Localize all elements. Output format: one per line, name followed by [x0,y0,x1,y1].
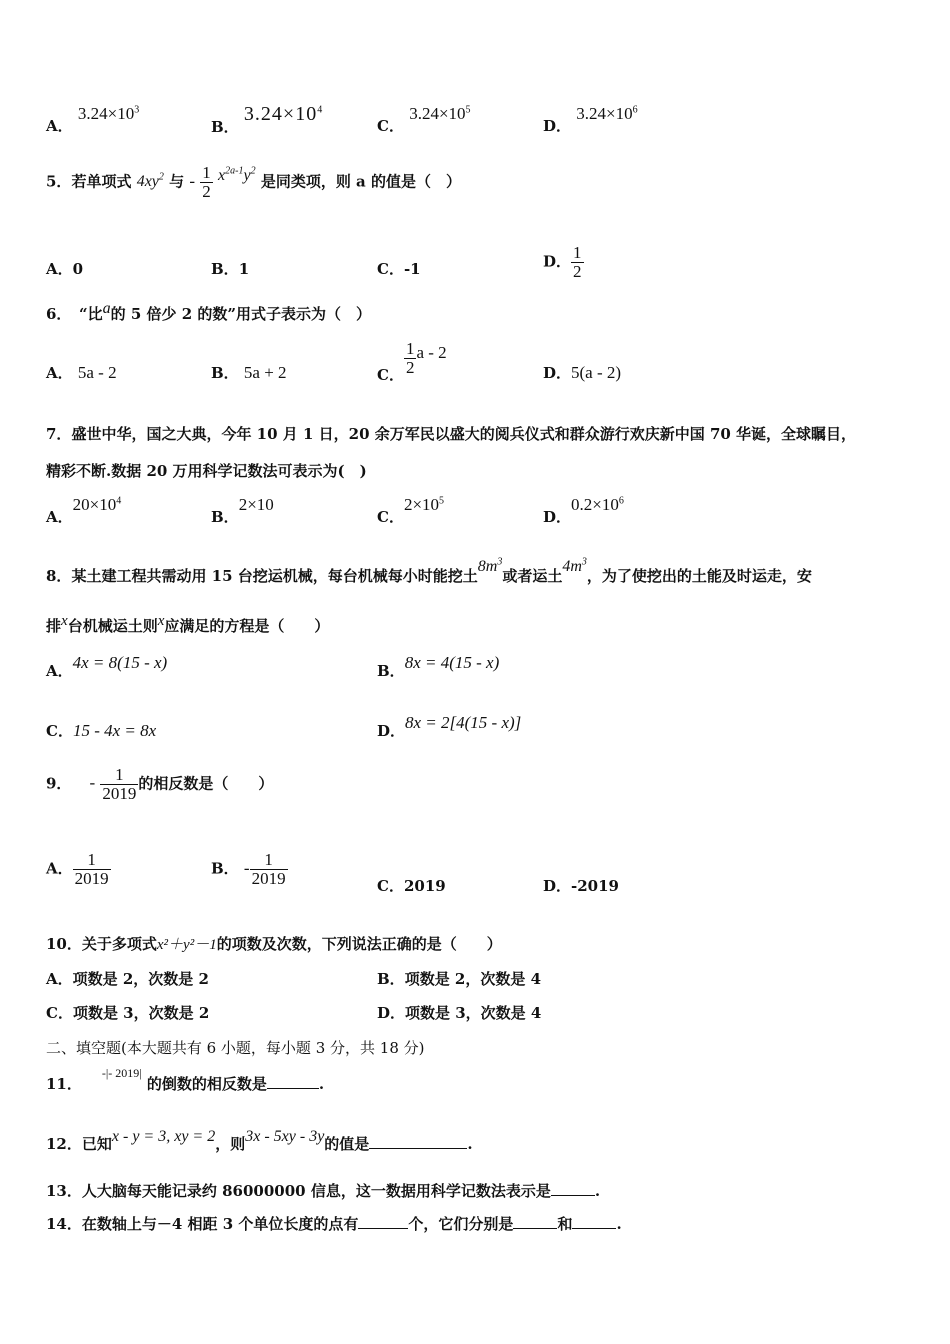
q5-option-d: D． $\frac{1}{2}$ [543,243,582,281]
q6-option-a: A． 5a - 2 [46,363,117,382]
q10-option-b: B．项数是 2，次数是 4 [377,970,542,988]
q8-option-c: C．15 - 4x = 8x [46,721,157,740]
question-7-line2: 精彩不断.数据 20 万用科学记数法可表示为( ) [46,462,367,480]
question-6: 6． “比a的 5 倍少 2 的数”用式子表示为（ ） [46,300,371,323]
q4-option-a: A． $3.24\times 10^3$ [46,104,140,135]
question-12: 12．已知x - y = 3, xy = 2，则3x - 5xy - 3y的值是 . [46,1128,473,1153]
question-5: 5．若单项式 $4xy^2$ 与 - $\frac{1}{2}$ $x^{2a-1}y^2$ 是同类项，则 a 的值是（ ） [46,163,461,201]
question-14: 14．在数轴上与－4 相距 3 个单位长度的点有 个，它们分别是 和 . [46,1215,622,1233]
question-10: 10．关于多项式x²＋y²－1的项数及次数，下列说法正确的是（ ） [46,935,502,953]
question-13: 13．人大脑每天能记录约 86000000 信息，这一数据用科学记数法表示是 . [46,1182,601,1200]
q9-option-b: B． - $\frac{1}{2019}$ [211,850,286,888]
q7-option-c: C．$2\times 10^5$ [377,495,445,526]
question-8-line1: 8．某土建工程共需动用 15 台挖运机械，每台机械每小时能挖土$8m^3$或者运土$4m^3$，为了使挖出的土能及时运走，安 [46,556,812,585]
q10-option-a: A．项数是 2，次数是 2 [46,970,209,988]
q9-option-d: D．-2019 [543,877,619,895]
q10-option-c: C．项数是 3，次数是 2 [46,1004,210,1022]
q5-option-c: C．-1 [377,260,421,278]
q4-option-c: C． $3.24\times 10^5$ [377,104,471,135]
q7-option-a: A．$20\times 10^4$ [46,495,122,526]
question-11: 11．$^{-|- 2019|}$ 的倒数的相反数是 . [46,1066,325,1093]
q8-option-d: D．8x = 2[4(15 - x)] [377,713,522,740]
q4-option-b: B． $3.24\times 10^4$ [211,103,324,136]
q5-option-a: A．0 [46,260,84,278]
q7-option-b: B．2×10 [211,495,274,526]
q6-option-d: D．5(a - 2) [543,363,622,382]
q8-option-b: B．8x = 4(15 - x) [377,653,500,680]
q9-option-c: C．2019 [377,877,446,895]
q4-option-d: D． $3.24\times 10^6$ [543,104,638,135]
q9-option-a: A． $\frac{1}{2019}$ [46,850,109,888]
q6-option-b: B． 5a + 2 [211,363,287,382]
section-2-title: 二、填空题(本大题共有 6 小题，每小题 3 分，共 18 分) [46,1039,425,1057]
question-9: 9． - $\frac{1}{2019}$ 的相反数是（ ） [46,765,274,803]
q8-option-a: A．4x = 8(15 - x) [46,653,168,680]
q10-option-d: D．项数是 3，次数是 4 [377,1004,542,1022]
q6-option-c: C． $\frac{1}{2}$ a - 2 [377,339,447,384]
question-7-line1: 7．盛世中华，国之大典，今年 10 月 1 日，20 余万军民以盛大的阅兵仪式和群众游行欢庆新中国 70 华诞，全球瞩目， [46,425,857,443]
q5-option-b: B．1 [211,260,250,278]
question-8-line2: 排x台机械运土则x应满足的方程是（ ） [46,613,330,635]
q7-option-d: D．$0.2\times 10^6$ [543,495,624,526]
